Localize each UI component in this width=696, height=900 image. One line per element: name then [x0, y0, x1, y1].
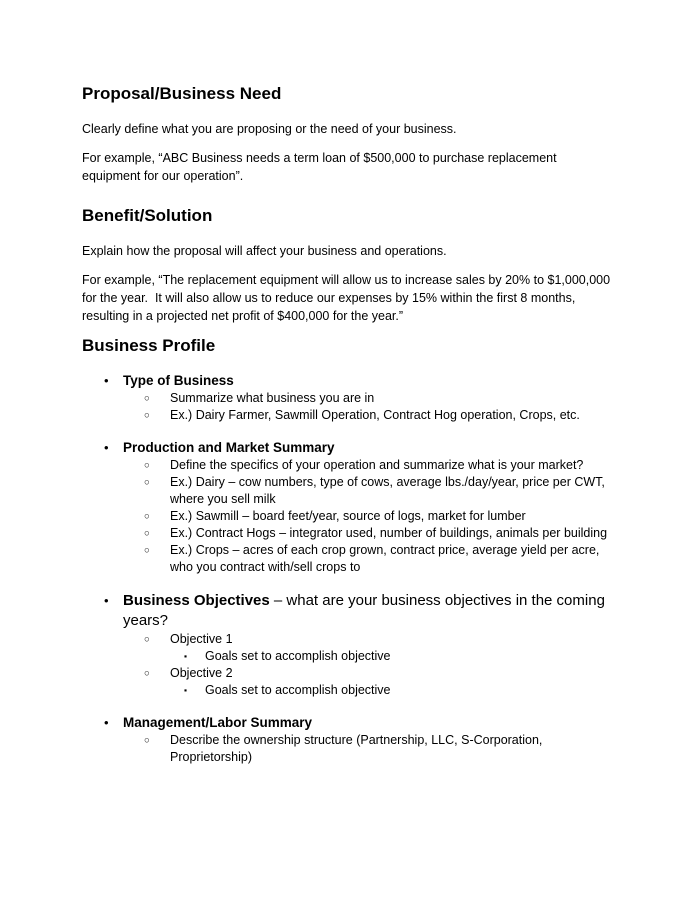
sub-bullet-text: Describe the ownership structure (Partnership, LLC, S-Corporation, Proprietorship): [170, 733, 543, 764]
bullet-title-row: [82, 372, 614, 390]
paragraph-proposal-intro: Clearly define what you are proposing or the need of your business.: [82, 122, 457, 136]
bullet-title: Business Objectives: [123, 592, 270, 609]
bullet-disc-icon: •: [104, 593, 109, 608]
section-proposal-business-need: [82, 84, 614, 185]
bullet-disc-icon: •: [104, 373, 109, 388]
paragraph-proposal-example: For example, “ABC Business needs a term loan of $500,000 to purchase replacement equipment for our operation”.: [82, 151, 561, 183]
section-benefit-solution: [82, 206, 614, 325]
sub-bullet-text: Objective 2: [170, 666, 233, 680]
sub-bullet-text: Objective 1: [170, 632, 233, 646]
bullet-title-row: [82, 591, 614, 631]
bullet-circle-icon: ○: [144, 735, 150, 746]
sub-bullet: [82, 407, 614, 424]
bullet-square-icon: ▪: [184, 685, 188, 695]
sub-bullet-text: Ex.) Dairy Farmer, Sawmill Operation, Contract Hog operation, Crops, etc.: [170, 408, 580, 422]
bullet-circle-icon: ○: [144, 477, 150, 488]
bullet-circle-icon: ○: [144, 545, 150, 556]
bullet-circle-icon: ○: [144, 410, 150, 421]
section-heading-benefit: Benefit/Solution: [82, 206, 213, 225]
sub-bullet-objective-1: [82, 631, 614, 665]
sub-sub-bullet: [82, 682, 614, 699]
bullet-title-suffix: – what are your business objectives in the coming years?: [123, 592, 605, 629]
sub-bullet: [82, 525, 614, 542]
sub-bullet-objective-2: [82, 665, 614, 699]
sub-bullet-row: [82, 631, 614, 648]
section-heading-proposal: Proposal/Business Need: [82, 84, 282, 103]
paragraph-benefit-intro: Explain how the proposal will affect your business and operations.: [82, 244, 447, 258]
sub-bullet: [82, 390, 614, 407]
bullet-circle-icon: ○: [144, 460, 150, 471]
sub-sub-bullet-text: Goals set to accomplish objective: [205, 683, 391, 697]
sub-sub-list: [82, 682, 614, 699]
bullet-square-icon: ▪: [184, 651, 188, 661]
section-heading-business-profile: Business Profile: [82, 336, 216, 355]
bullet-title: Type of Business: [123, 373, 234, 388]
bullet-disc-icon: •: [104, 440, 109, 455]
sub-sub-bullet: [82, 648, 614, 665]
bullet-circle-icon: ○: [144, 634, 150, 645]
business-profile-list: [82, 372, 614, 766]
sub-bullet-text: Ex.) Contract Hogs – integrator used, number of buildings, animals per building: [170, 526, 608, 540]
sub-list: [82, 390, 614, 424]
bullet-title: Production and Market Summary: [123, 440, 335, 455]
sub-sub-bullet-text: Goals set to accomplish objective: [205, 649, 391, 663]
sub-bullet: [82, 474, 614, 508]
bullet-group-business-objectives: [82, 591, 614, 699]
sub-sub-list: [82, 648, 614, 665]
bullet-group-production-market-summary: [82, 439, 614, 576]
sub-bullet-text: Ex.) Dairy – cow numbers, type of cows, average lbs./day/year, price per CWT, where you sell milk: [170, 475, 605, 506]
sub-bullet: [82, 457, 614, 474]
sub-list: [82, 631, 614, 699]
sub-bullet-text: Define the specifics of your operation and summarize what is your market?: [170, 458, 584, 472]
sub-list: [82, 732, 614, 766]
bullet-group-type-of-business: [82, 372, 614, 424]
bullet-title-mixed: [123, 591, 614, 631]
paragraph-benefit-example: For example, “The replacement equipment will allow us to increase sales by 20% to $1,000,000 for the year. It will also allow us to reduce our expenses by 15% within the first 8 months, resulting in a projected net profit of $400,000 for the year.”: [82, 273, 614, 323]
bullet-circle-icon: ○: [144, 511, 150, 522]
bullet-circle-icon: ○: [144, 528, 150, 539]
bullet-title: Management/Labor Summary: [123, 715, 313, 730]
section-business-profile: [82, 336, 614, 766]
sub-bullet: [82, 542, 614, 576]
bullet-disc-icon: •: [104, 715, 109, 730]
bullet-title-row: [82, 714, 614, 732]
sub-list: [82, 457, 614, 576]
bullet-circle-icon: ○: [144, 668, 150, 679]
bullet-title-row: [82, 439, 614, 457]
sub-bullet-text: Ex.) Sawmill – board feet/year, source of logs, market for lumber: [170, 509, 526, 523]
sub-bullet-text: Summarize what business you are in: [170, 391, 375, 405]
sub-bullet-row: [82, 665, 614, 682]
sub-bullet: [82, 508, 614, 525]
sub-bullet: [82, 732, 614, 766]
bullet-group-management-labor-summary: [82, 714, 614, 766]
bullet-circle-icon: ○: [144, 393, 150, 404]
sub-bullet-text: Ex.) Crops – acres of each crop grown, contract price, average yield per acre, who you contract with/sell crops to: [170, 543, 600, 574]
